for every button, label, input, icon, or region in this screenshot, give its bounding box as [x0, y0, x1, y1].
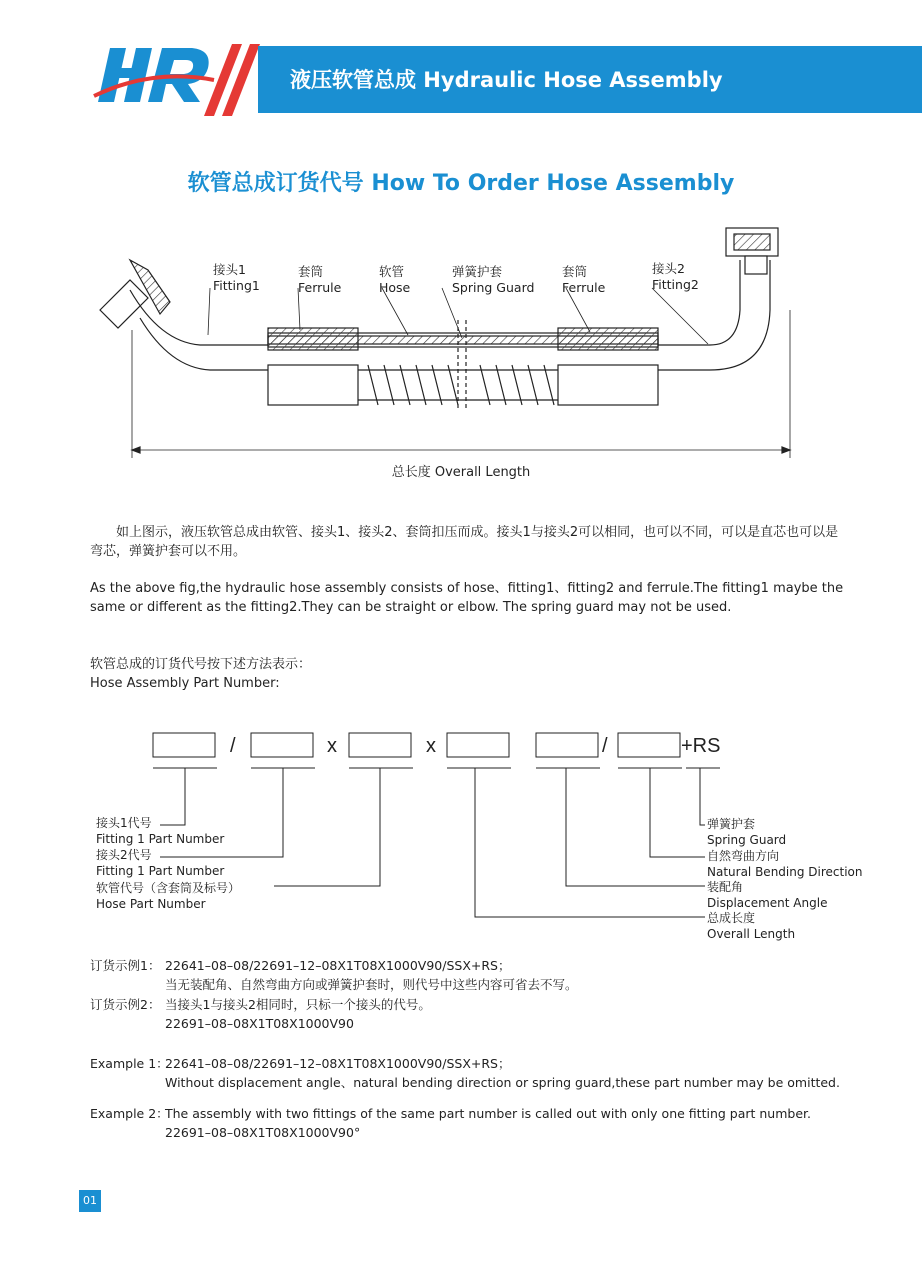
example-en-2: Example 2：The assembly with two fittings of the same part number is called out with only one fitting part number. 22691–08–08X1T08X1000V90°	[90, 1106, 811, 1140]
label-ferrule-1: 套筒 Ferrule	[298, 264, 342, 295]
label-fitting1: 接头1 Fitting1	[213, 262, 260, 293]
sep-3: x	[426, 735, 436, 757]
sep-2: x	[327, 735, 337, 757]
box-direction	[618, 733, 680, 757]
box-hose	[349, 733, 411, 757]
suffix-rs: +RS	[681, 735, 721, 757]
overall-length-label: 总长度 Overall Length	[391, 465, 531, 480]
label-fitting2: 接头2 Fitting2	[652, 261, 699, 292]
label-fitting2-number: 接头2代号 Fitting 1 Part Number	[96, 848, 225, 878]
label-hose-number: 软管代号（含套筒及标号） Hose Part Number	[96, 881, 241, 911]
example-en-1: Example 1：22641–08–08/22691–12–08X1T08X1000V90/SSX+RS； Without displacement angle、natural bending direction or spring guard,these part number may be omitted.	[90, 1056, 840, 1090]
example-cn-1: 订货示例1： 22641–08–08/22691–12–08X1T08X1000V90/SSX+RS； 当无装配角、自然弯曲方向或弹簧护套时，则代号中这些内容可省去不写。	[90, 958, 578, 992]
label-hose: 软管 Hose	[379, 264, 411, 295]
box-angle	[536, 733, 598, 757]
page-number: 01	[79, 1190, 101, 1212]
label-bending-direction: 自然弯曲方向 Natural Bending Direction	[707, 849, 863, 879]
box-length	[447, 733, 509, 757]
description-en: As the above fig,the hydraulic hose assembly consists of hose、fitting1、fitting2 and ferrule.The fitting1 maybe the same or different as the fitting2.They can be straight or elbow. The spring guard may not be used.	[90, 581, 844, 615]
label-spring-guard: 弹簧护套 Spring Guard	[452, 264, 535, 295]
example-cn-2: 订货示例2： 当接头1与接头2相同时，只标一个接头的代号。 22691–08–08X1T08X1000V90	[90, 997, 431, 1031]
label-overall-length: 总成长度 Overall Length	[707, 911, 796, 941]
label-displacement-angle: 装配角 Displacement Angle	[707, 880, 828, 910]
order-intro: 软管总成的订货代号按下述方法表示： Hose Assembly Part Number:	[90, 657, 312, 691]
box-fitting2	[251, 733, 313, 757]
header-title: 液压软管总成 Hydraulic Hose Assembly	[290, 68, 723, 92]
box-fitting1	[153, 733, 215, 757]
ferrule-left	[268, 328, 358, 350]
fitting1-nut	[100, 280, 148, 328]
label-fitting1-number: 接头1代号 Fitting 1 Part Number	[96, 816, 225, 846]
section-title: 软管总成订货代号 How To Order Hose Assembly	[187, 171, 735, 196]
label-ferrule-2: 套筒 Ferrule	[562, 264, 606, 295]
sep-1: /	[230, 735, 236, 757]
label-spring-guard-code: 弹簧护套 Spring Guard	[707, 817, 787, 847]
company-logo	[92, 40, 262, 120]
sep-4: /	[602, 735, 608, 757]
hose-assembly-diagram	[90, 210, 830, 460]
ferrule-right	[558, 328, 658, 350]
description-cn: 如上图示，液压软管总成由软管、接头1、接头2、套筒扣压而成。接头1与接头2可以相同，也可以不同，可以是直芯也可以是弯芯，弹簧护套可以不用。	[90, 525, 839, 559]
